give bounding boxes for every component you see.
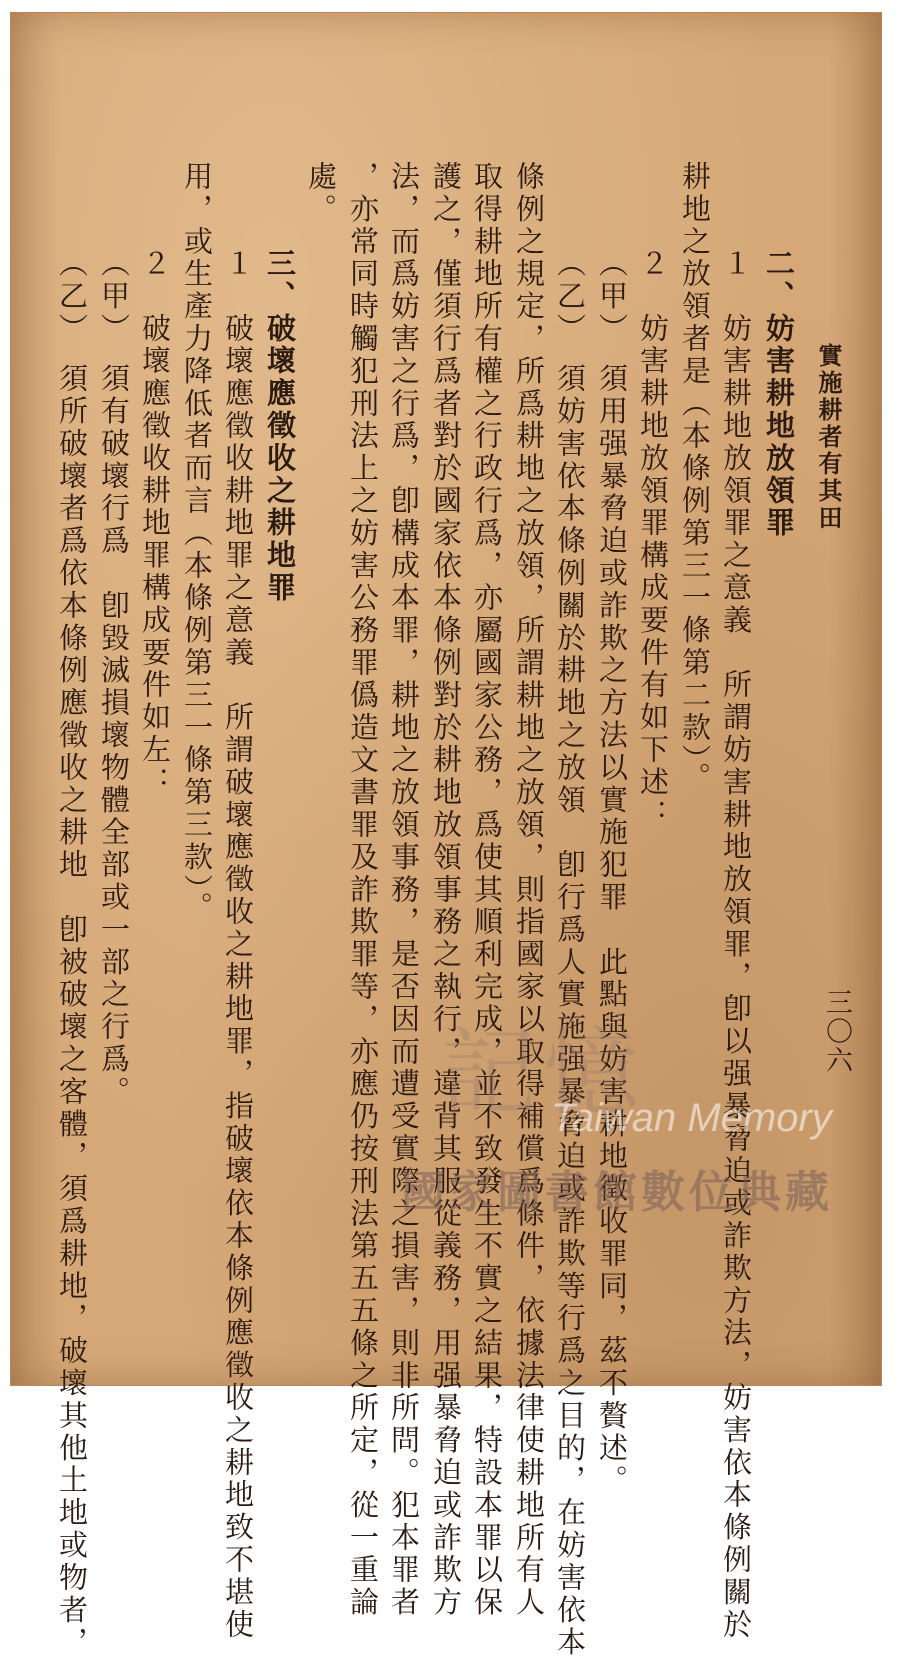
text-column: 條例之規定，所爲耕地之放領，所謂耕地之放領，則指國家以取得補償爲條件，依據法律使耕地所有人 (512, 161, 546, 1619)
text-column: （甲） 須用强暴脅迫或詐欺之方法以實施犯罪 此點與妨害耕地徵收罪同，茲不贅述。 (595, 248, 629, 1498)
text-column: １ 破壞應徵收耕地罪之意義 所謂破壞應徵收之耕地罪，指破壞依本條例應徵收之耕地致不堪使 (221, 248, 255, 1642)
text-column: ２ 破壞應徵收耕地罪構成要件如左： (138, 248, 172, 799)
text-column: 用，或生產力降低者而言（本條例第三一條第三款）。 (180, 161, 214, 925)
text-column: 取得耕地所有權之行政行爲，亦屬國家公務，爲使其順利完成，並不致發生不實之結果，特設本罪以保 (470, 161, 504, 1619)
text-column: 耕地之放領者是（本條例第三一條第二款）。 (678, 161, 712, 795)
text-column: （乙） 須所破壞者爲依本條例應徵收之耕地 卽被破壞之客體，須爲耕地，破壞其他土地或物者， (55, 248, 89, 1659)
section-heading-3: 三、破壞應徵收之耕地罪 (263, 248, 297, 605)
text-column: ，亦常同時觸犯刑法上之妨害公務罪僞造文書罪及詐欺罪等，亦應仍按刑法第五五條之所定，從一重論 (346, 161, 380, 1619)
watermark-english: Taiwan Memory (551, 1096, 832, 1140)
text-column: ２ 妨害耕地放領罪構成要件有如下述： (636, 248, 670, 832)
watermark-calligraphy: 記憶 (441, 1017, 645, 1129)
text-column: （乙） 須妨害依本條例關於耕地之放領 卽行爲人實施强暴脅迫或詐欺等行爲之目的，在妨害依本 (553, 248, 587, 1659)
running-header: 實施耕者有其田 (814, 343, 843, 532)
watermark-chinese: 國家圖書館數位典藏 (401, 1167, 833, 1218)
text-column: 護之，僅須行爲者對於國家依本條例對於耕地放領事務之執行，違背其服從義務，用强暴脅迫或詐欺方 (429, 161, 463, 1619)
document-page (10, 12, 882, 1659)
text-column: 處。 (304, 161, 338, 226)
section-heading-2: 二、妨害耕地放領罪 (762, 248, 796, 540)
page-number: 三〇六 (821, 988, 852, 1075)
text-column: １ 妨害耕地放領罪之意義 所謂妨害耕地放領罪，卽以强暴脅迫或詐欺方法，妨害依本條例關於 (719, 248, 753, 1642)
text-column: 法，而爲妨害之行爲，卽構成本罪，耕地之放領事務，是否因而遭受實際之損害，則非所問。犯本罪者 (387, 161, 421, 1619)
text-column: （甲） 須有破壞行爲 卽毀滅損壞物體全部或一部之行爲。 (97, 248, 131, 1109)
